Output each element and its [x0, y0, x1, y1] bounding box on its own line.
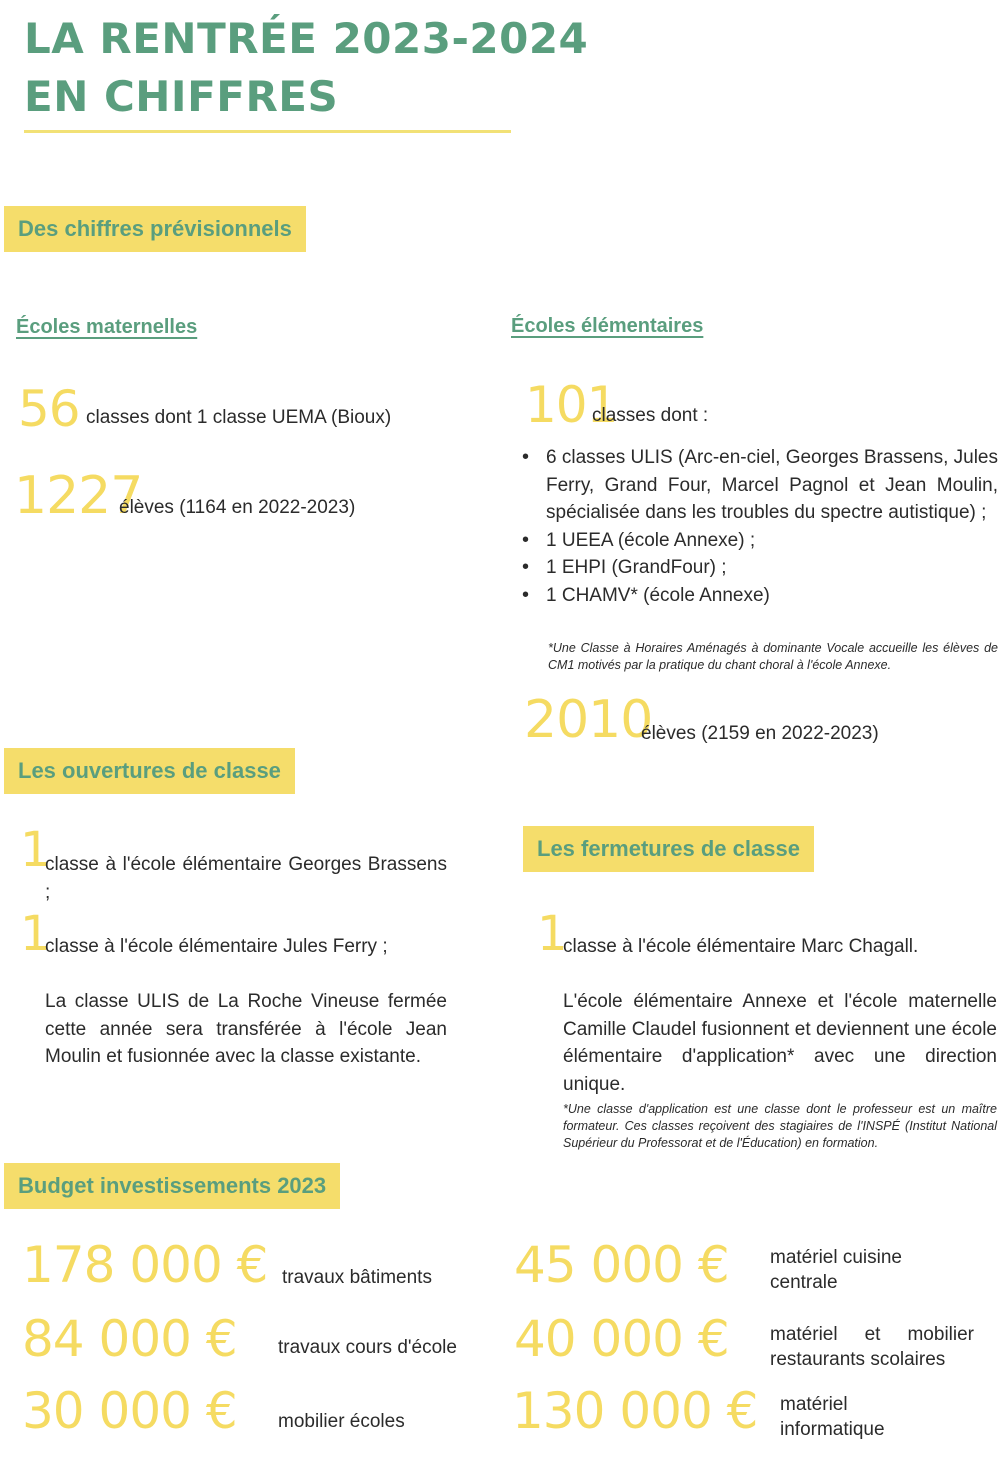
- budget-amount-travaux-cours: 84 000 €: [22, 1310, 237, 1368]
- budget-label-mobilier-ecoles: mobilier écoles: [278, 1411, 405, 1432]
- heading-ecoles-elementaires: Écoles élémentaires: [511, 315, 704, 337]
- ouvertures-item-1-text: classe à l'école élémentaire Georges Brassens ;: [45, 854, 447, 903]
- page-title: [24, 10, 588, 126]
- ouvertures-item-1-number: 1: [20, 822, 50, 878]
- elementaires-classes-number: 101: [525, 376, 618, 434]
- maternelles-classes-number: 56: [18, 380, 80, 438]
- page-title-line-1: LA RENTRÉE 2023-2024: [24, 14, 589, 63]
- fermetures-item-1-text: classe à l'école élémentaire Marc Chagall.: [563, 936, 919, 957]
- budget-label-travaux-batiments: travaux bâtiments: [282, 1267, 432, 1288]
- budget-label-restaurants-scolaires: matériel et mobilier restaurants scolaires: [770, 1324, 974, 1370]
- section-tag-previsionnels: Des chiffres prévisionnels: [4, 206, 306, 252]
- budget-amount-materiel-informatique: 130 000 €: [512, 1382, 758, 1440]
- heading-ecoles-maternelles: Écoles maternelles: [16, 316, 198, 338]
- section-tag-budget: Budget investissements 2023: [4, 1163, 340, 1209]
- title-underline: [24, 130, 511, 133]
- budget-amount-cuisine-centrale: 45 000 €: [514, 1236, 729, 1294]
- ouvertures-paragraph: La classe ULIS de La Roche Vineuse fermée cette année sera transférée à l'école Jean Moulin et fusionnée avec la classe existante.: [45, 991, 447, 1067]
- elementaires-eleves-text: élèves (2159 en 2022-2023): [641, 723, 879, 744]
- classe-application-footnote: *Une classe d'application est une classe dont le professeur est un maître formateur. Ces classes reçoivent des stagiaires de l'INSPÉ (Institut National Supérieur du Professorat et de l'Éducation) en formation.: [563, 1102, 997, 1150]
- budget-amount-restaurants-scolaires: 40 000 €: [514, 1310, 729, 1368]
- elementaires-classes-text: classes dont :: [592, 405, 709, 426]
- budget-label-cuisine-centrale: matériel cuisine centrale: [770, 1247, 902, 1293]
- budget-label-travaux-cours: travaux cours d'école: [278, 1337, 457, 1358]
- fermetures-item-1-number: 1: [537, 906, 567, 962]
- budget-label-materiel-informatique: matériel informatique: [780, 1394, 885, 1440]
- list-item: • 6 classes ULIS (Arc-en-ciel, Georges Brassens, Jules Ferry, Grand Four, Marcel Pagnol et Jean Moulin, spécialisée dans les troubles du spectre autistique) ;: [520, 444, 998, 527]
- budget-amount-travaux-batiments: 178 000 €: [22, 1236, 268, 1294]
- list-item: • 1 EHPI (GrandFour) ;: [520, 554, 998, 582]
- elementaires-classes-list: [520, 444, 998, 609]
- maternelles-classes-text: classes dont 1 classe UEMA (Bioux): [86, 407, 392, 428]
- list-item: • 1 UEEA (école Annexe) ;: [520, 527, 998, 555]
- maternelles-eleves-text: élèves (1164 en 2022-2023): [119, 497, 356, 518]
- section-tag-fermetures: Les fermetures de classe: [523, 826, 814, 872]
- section-tag-ouvertures: Les ouvertures de classe: [4, 748, 295, 794]
- list-item: • 1 CHAMV* (école Annexe): [520, 582, 998, 610]
- page-title-line-2: EN CHIFFRES: [24, 72, 339, 121]
- ouvertures-item-2-number: 1: [20, 906, 50, 962]
- fermetures-paragraph: L'école élémentaire Annexe et l'école maternelle Camille Claudel fusionnent et deviennent une école élémentaire d'application* avec une direction unique.: [563, 991, 997, 1095]
- budget-amount-mobilier-ecoles: 30 000 €: [22, 1382, 237, 1440]
- chamv-footnote: *Une Classe à Horaires Aménagés à dominante Vocale accueille les élèves de CM1 motivés par la pratique du chant choral à l'école Annexe.: [548, 641, 998, 672]
- elementaires-eleves-number: 2010: [524, 690, 653, 750]
- maternelles-eleves-number: 1227: [14, 466, 143, 526]
- ouvertures-item-2-text: classe à l'école élémentaire Jules Ferry ;: [45, 936, 388, 957]
